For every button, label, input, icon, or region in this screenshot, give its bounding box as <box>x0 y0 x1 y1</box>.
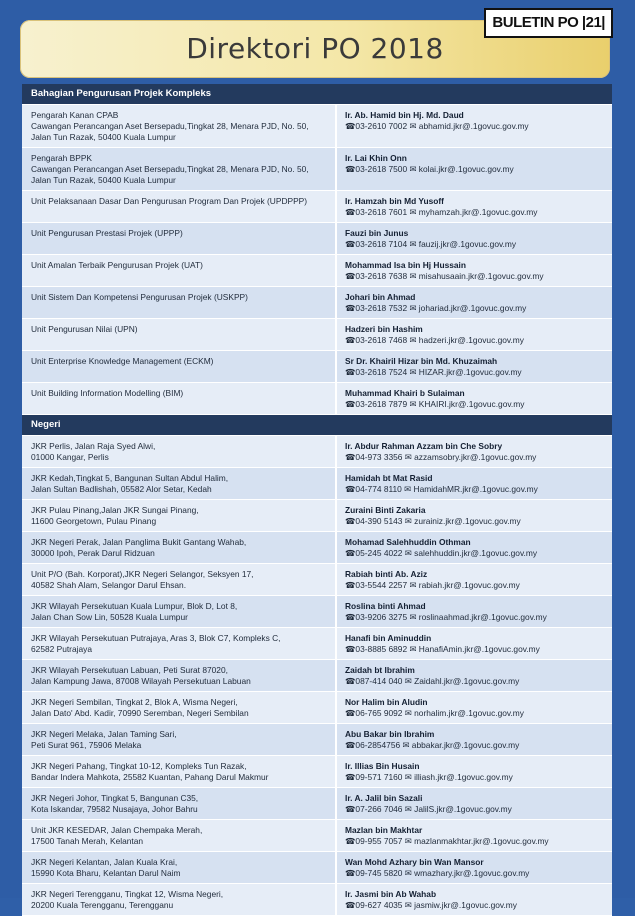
unit-address: JKR Pulau Pinang,Jalan JKR Sungai Pinang, 11600 Georgetown, Pulau Pinang <box>22 500 337 531</box>
officer-contact[interactable]: ☎04-973 3356 ✉ azzamsobry.jkr@.1govuc.gov.my <box>345 452 537 462</box>
table-row <box>22 596 612 628</box>
section-heading: Bahagian Pengurusan Projek Kompleks <box>22 84 612 105</box>
officer-contact[interactable]: ☎09-955 7057 ✉ mazlanmakhtar.jkr@.1govuc.gov.my <box>345 836 549 846</box>
unit-address: JKR Wilayah Persekutuan Kuala Lumpur, Blok D, Lot 8, Jalan Chan Sow Lin, 50528 Kuala Lumpur <box>22 596 337 627</box>
table-row <box>22 319 612 351</box>
officer-contact[interactable]: ☎05-245 4022 ✉ salehhuddin.jkr@.1govuc.gov.my <box>345 548 538 558</box>
officer-contact[interactable]: ☎03-2618 7500 ✉ kolai.jkr@.1govuc.gov.my <box>345 164 514 174</box>
officer-name: Roslina binti Ahmad <box>345 601 426 611</box>
table-row <box>22 788 612 820</box>
officer-cell <box>337 884 612 915</box>
officer-name: Hadzeri bin Hashim <box>345 324 423 334</box>
table-row <box>22 383 612 415</box>
officer-contact[interactable]: ☎04-390 5143 ✉ zurainiz.jkr@.1govuc.gov.my <box>345 516 521 526</box>
officer-cell <box>337 820 612 851</box>
officer-contact[interactable]: ☎03-2618 7879 ✉ KHAIRI.jkr@.1govuc.gov.my <box>345 399 525 409</box>
unit-address: JKR Kedah,Tingkat 5, Bangunan Sultan Abdul Halim, Jalan Sultan Badlishah, 05582 Alor Setar, Kedah <box>22 468 337 499</box>
officer-cell <box>337 191 612 222</box>
table-row <box>22 105 612 148</box>
officer-name: Ir. Ab. Hamid bin Hj. Md. Daud <box>345 110 464 120</box>
unit-address: JKR Perlis, Jalan Raja Syed Alwi, 01000 Kangar, Perlis <box>22 436 337 467</box>
officer-cell <box>337 148 612 190</box>
table-row <box>22 884 612 916</box>
officer-contact[interactable]: ☎03-5544 2257 ✉ rabiah.jkr@.1govuc.gov.my <box>345 580 520 590</box>
table-row <box>22 852 612 884</box>
officer-cell <box>337 351 612 382</box>
unit-address: Unit Pelaksanaan Dasar Dan Pengurusan Program Dan Projek (UPDPPP) <box>22 191 337 222</box>
officer-name: Hamidah bt Mat Rasid <box>345 473 433 483</box>
officer-name: Zaidah bt Ibrahim <box>345 665 415 675</box>
officer-cell <box>337 564 612 595</box>
section-rows <box>22 105 612 415</box>
officer-cell <box>337 383 612 414</box>
unit-address: Unit Pengurusan Prestasi Projek (UPPP) <box>22 223 337 254</box>
officer-name: Fauzi bin Junus <box>345 228 409 238</box>
unit-address: Unit Amalan Terbaik Pengurusan Projek (UAT) <box>22 255 337 286</box>
officer-cell <box>337 532 612 563</box>
unit-address: Unit Building Information Modelling (BIM) <box>22 383 337 414</box>
unit-address: Unit P/O (Bah. Korporat),JKR Negeri Selangor, Seksyen 17, 40582 Shah Alam, Selangor Darul Ehsan. <box>22 564 337 595</box>
officer-name: Ir. Hamzah bin Md Yusoff <box>345 196 444 206</box>
page-title: Direktori PO 2018 <box>186 32 444 65</box>
unit-address: JKR Negeri Pahang, Tingkat 10-12, Kompleks Tun Razak, Bandar Indera Mahkota, 25582 Kuantan, Pahang Darul Makmur <box>22 756 337 787</box>
table-row <box>22 564 612 596</box>
unit-address: Unit Sistem Dan Kompetensi Pengurusan Projek (USKPP) <box>22 287 337 318</box>
officer-contact[interactable]: ☎07-266 7046 ✉ JalilS.jkr@.1govuc.gov.my <box>345 804 512 814</box>
table-row <box>22 532 612 564</box>
table-row <box>22 820 612 852</box>
table-row <box>22 628 612 660</box>
directory-table <box>22 84 612 916</box>
unit-address: JKR Wilayah Persekutuan Putrajaya, Aras 3, Blok C7, Kompleks C, 62582 Putrajaya <box>22 628 337 659</box>
officer-cell <box>337 105 612 147</box>
officer-cell <box>337 319 612 350</box>
officer-name: Mohamad Salehhuddin Othman <box>345 537 471 547</box>
table-row <box>22 223 612 255</box>
officer-name: Mohammad Isa bin Hj Hussain <box>345 260 466 270</box>
officer-contact[interactable]: ☎087-414 040 ✉ Zaidahl.jkr@.1govuc.gov.my <box>345 676 520 686</box>
officer-cell <box>337 788 612 819</box>
officer-name: Johari bin Ahmad <box>345 292 416 302</box>
unit-address: JKR Wilayah Persekutuan Labuan, Peti Surat 87020, Jalan Kampung Jawa, 87008 Wilayah Persekutuan Labuan <box>22 660 337 691</box>
table-row <box>22 692 612 724</box>
officer-cell <box>337 287 612 318</box>
table-row <box>22 255 612 287</box>
section-rows <box>22 436 612 916</box>
officer-contact[interactable]: ☎03-2610 7002 ✉ abhamid.jkr@.1govuc.gov.my <box>345 121 529 131</box>
buletin-badge: BULETIN PO |21| <box>484 8 613 38</box>
table-row <box>22 351 612 383</box>
officer-contact[interactable]: ☎04-774 8110 ✉ HamidahMR.jkr@.1govuc.gov.my <box>345 484 538 494</box>
table-row <box>22 191 612 223</box>
officer-contact[interactable]: ☎09-571 7160 ✉ illiash.jkr@.1govuc.gov.my <box>345 772 513 782</box>
officer-cell <box>337 596 612 627</box>
officer-contact[interactable]: ☎09-745 5820 ✉ wmazhary.jkr@.1govuc.gov.my <box>345 868 530 878</box>
officer-name: Ir. A. Jalil bin Sazali <box>345 793 423 803</box>
officer-cell <box>337 660 612 691</box>
table-row <box>22 148 612 191</box>
table-row <box>22 660 612 692</box>
officer-name: Nor Halim bin Aludin <box>345 697 428 707</box>
table-row <box>22 468 612 500</box>
unit-address: JKR Negeri Johor, Tingkat 5, Bangunan C35, Kota Iskandar, 79582 Nusajaya, Johor Bahru <box>22 788 337 819</box>
officer-name: Ir. Lai Khin Onn <box>345 153 407 163</box>
officer-name: Abu Bakar bin Ibrahim <box>345 729 435 739</box>
officer-cell <box>337 436 612 467</box>
officer-name: Hanafi bin Aminuddin <box>345 633 432 643</box>
officer-contact[interactable]: ☎03-2618 7104 ✉ fauzij.jkr@.1govuc.gov.my <box>345 239 517 249</box>
table-row <box>22 287 612 319</box>
officer-cell <box>337 692 612 723</box>
unit-address: Unit Pengurusan Nilai (UPN) <box>22 319 337 350</box>
officer-name: Ir. Illias Bin Husain <box>345 761 420 771</box>
officer-cell <box>337 756 612 787</box>
officer-contact[interactable]: ☎03-8885 6892 ✉ HanafiAmin.jkr@.1govuc.gov.my <box>345 644 540 654</box>
officer-cell <box>337 852 612 883</box>
officer-contact[interactable]: ☎03-2618 7638 ✉ misahusaain.jkr@.1govuc.gov.my <box>345 271 544 281</box>
officer-contact[interactable]: ☎06-2854756 ✉ abbakar.jkr@.1govuc.gov.my <box>345 740 520 750</box>
unit-address: JKR Negeri Sembilan, Tingkat 2, Blok A, Wisma Negeri, Jalan Dato' Abd. Kadir, 70990 Seremban, Negeri Sembilan <box>22 692 337 723</box>
officer-contact[interactable]: ☎06-765 9092 ✉ norhalim.jkr@.1govuc.gov.my <box>345 708 524 718</box>
officer-cell <box>337 724 612 755</box>
unit-address: JKR Negeri Melaka, Jalan Taming Sari, Peti Surat 961, 75906 Melaka <box>22 724 337 755</box>
officer-name: Rabiah binti Ab. Aziz <box>345 569 428 579</box>
unit-address: Unit Enterprise Knowledge Management (ECKM) <box>22 351 337 382</box>
unit-address: Pengarah BPPK Cawangan Perancangan Aset Bersepadu,Tingkat 28, Menara PJD, No. 50, Jalan Tun Razak, 50400 Kuala Lumpur <box>22 148 337 190</box>
officer-cell <box>337 500 612 531</box>
unit-address: JKR Negeri Terengganu, Tingkat 12, Wisma Negeri, 20200 Kuala Terengganu, Terengganu <box>22 884 337 915</box>
officer-contact[interactable]: ☎09-627 4035 ✉ jasmiw.jkr@.1govuc.gov.my <box>345 900 517 910</box>
officer-contact[interactable]: ☎03-2618 7524 ✉ HIZAR.jkr@.1govuc.gov.my <box>345 367 522 377</box>
table-row <box>22 436 612 468</box>
officer-contact[interactable]: ☎03-2618 7532 ✉ johariad.jkr@.1govuc.gov.my <box>345 303 527 313</box>
unit-address: Unit JKR KESEDAR, Jalan Chempaka Merah, 17500 Tanah Merah, Kelantan <box>22 820 337 851</box>
officer-name: Zuraini Binti Zakaria <box>345 505 426 515</box>
officer-name: Wan Mohd Azhary bin Wan Mansor <box>345 857 484 867</box>
officer-name: Mazlan bin Makhtar <box>345 825 423 835</box>
officer-contact[interactable]: ☎03-2618 7601 ✉ myhamzah.jkr@.1govuc.gov.my <box>345 207 538 217</box>
unit-address: Pengarah Kanan CPAB Cawangan Perancangan Aset Bersepadu,Tingkat 28, Menara PJD, No. 50, Jalan Tun Razak, 50400 Kuala Lumpur <box>22 105 337 147</box>
unit-address: JKR Negeri Perak, Jalan Panglima Bukit Gantang Wahab, 30000 Ipoh, Perak Darul Ridzuan <box>22 532 337 563</box>
table-row <box>22 756 612 788</box>
officer-cell <box>337 255 612 286</box>
section-heading: Negeri <box>22 415 612 436</box>
officer-name: Sr Dr. Khairil Hizar bin Md. Khuzaimah <box>345 356 498 366</box>
table-row <box>22 724 612 756</box>
unit-address: JKR Negeri Kelantan, Jalan Kuala Krai, 15990 Kota Bharu, Kelantan Darul Naim <box>22 852 337 883</box>
officer-cell <box>337 468 612 499</box>
officer-contact[interactable]: ☎03-9206 3275 ✉ roslinaahmad.jkr@.1govuc.gov.my <box>345 612 547 622</box>
officer-cell <box>337 223 612 254</box>
table-row <box>22 500 612 532</box>
officer-contact[interactable]: ☎03-2618 7468 ✉ hadzeri.jkr@.1govuc.gov.my <box>345 335 524 345</box>
officer-name: Ir. Abdur Rahman Azzam bin Che Sobry <box>345 441 503 451</box>
officer-name: Ir. Jasmi bin Ab Wahab <box>345 889 437 899</box>
officer-cell <box>337 628 612 659</box>
officer-name: Muhammad Khairi b Sulaiman <box>345 388 465 398</box>
